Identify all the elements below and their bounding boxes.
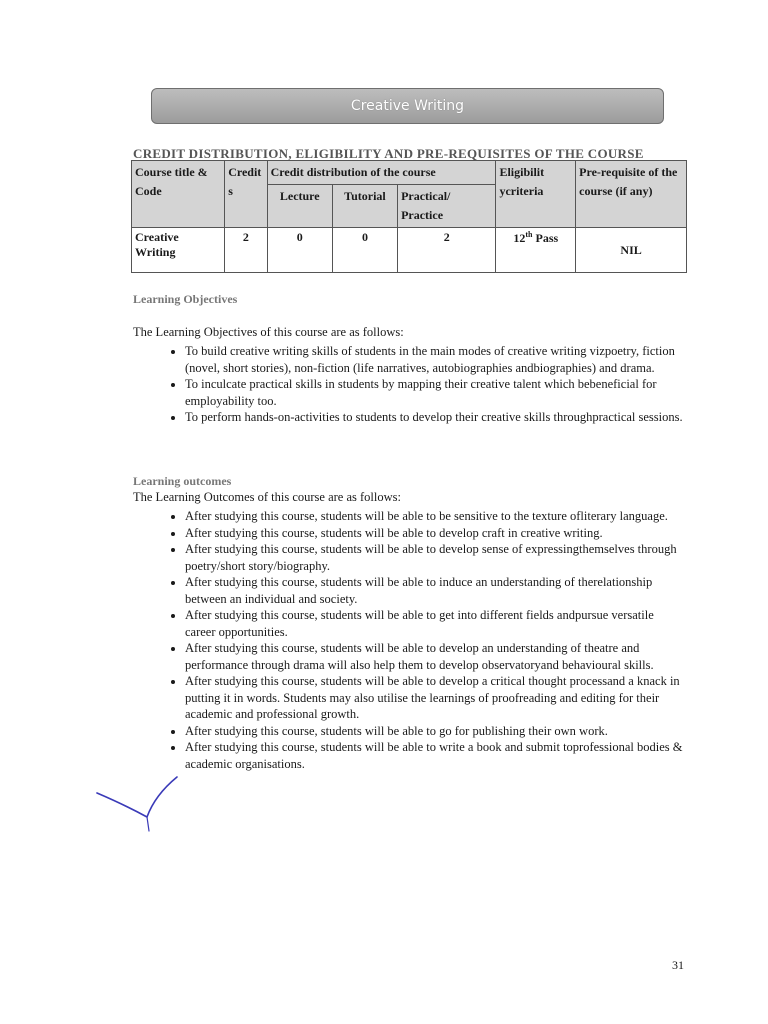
list-item: • To inculcate practical skills in students by mapping their creative talent which bebeneficial for employability too. [185, 376, 685, 409]
header-course-title: Course title & Code [132, 161, 225, 228]
header-credits: Credit s [225, 161, 267, 228]
cell-tutorial: 0 [332, 228, 397, 273]
header-tutorial: Tutorial [332, 185, 397, 228]
eligibility-text: Pass [532, 231, 559, 245]
header-prerequisite: Pre-requisite of the course (if any) [576, 161, 687, 228]
page-number: 31 [672, 958, 684, 972]
eligibility-number: 12 [513, 231, 526, 245]
list-item: • After studying this course, students will be able to develop a critical thought processand a knack in putting it in words. Students may also utilise the learnings of proofreading and editing for their academic and professional growth. [185, 673, 685, 723]
outcomes-intro: The Learning Outcomes of this course are as follows: [133, 490, 401, 504]
cell-course: Creative Writing [132, 228, 225, 273]
header-eligibility: Eligibilit ycriteria [496, 161, 576, 228]
course-title: Creative Writing [350, 98, 465, 114]
checkmark-icon [95, 775, 185, 835]
list-item: • After studying this course, students will be able to write a book and submit toprofessional bodies & academic organisations. [185, 739, 685, 772]
cell-practical: 2 [398, 228, 496, 273]
list-item: • To perform hands-on-activities to students to develop their creative skills throughpractical sessions. [185, 409, 685, 426]
list-item: • After studying this course, students will be able to get into different fields andpursue versatile career opportunities. [185, 607, 685, 640]
list-item: • After studying this course, students will be able to develop sense of expressingthemselves through poetry/short story/biography. [185, 541, 685, 574]
cell-lecture: 0 [267, 228, 332, 273]
cell-eligibility [496, 228, 576, 273]
cell-credits: 2 [225, 228, 267, 273]
header-credit-distribution: Credit distribution of the course [267, 161, 496, 185]
header-lecture: Lecture [267, 185, 332, 228]
objectives-heading: Learning Objectives [133, 292, 238, 306]
outcomes-heading: Learning outcomes [133, 474, 232, 488]
outcomes-list [165, 508, 685, 772]
objectives-intro: The Learning Objectives of this course are as follows: [133, 325, 404, 339]
title-banner [151, 88, 664, 124]
list-item: • After studying this course, students will be able to develop an understanding of theatre and performance through drama will also help them to develop observatoryand behavioural skills. [185, 640, 685, 673]
list-item: • After studying this course, students will be able to go for publishing their own work. [185, 723, 685, 740]
cell-prerequisite: NIL [576, 228, 687, 273]
list-item: • After studying this course, students will be able to induce an understanding of therelationship between an individual and society. [185, 574, 685, 607]
list-item: • After studying this course, students will be able to develop craft in creative writing. [185, 525, 685, 542]
list-item: • To build creative writing skills of students in the main modes of creative writing vizpoetry, fiction (novel, short stories), non-fiction (life narratives, autobiographies andbiographies) and drama. [185, 343, 685, 376]
objectives-list [165, 343, 685, 426]
header-practical: Practical/ Practice [398, 185, 496, 228]
eligibility-suffix: th [525, 230, 533, 239]
credit-table [131, 160, 687, 273]
list-item: • After studying this course, students will be able to be sensitive to the texture ofliterary language. [185, 508, 685, 525]
table-caption: CREDIT DISTRIBUTION, ELIGIBILITY AND PRE-REQUISITES OF THE COURSE [133, 146, 644, 161]
table-row [132, 228, 687, 273]
